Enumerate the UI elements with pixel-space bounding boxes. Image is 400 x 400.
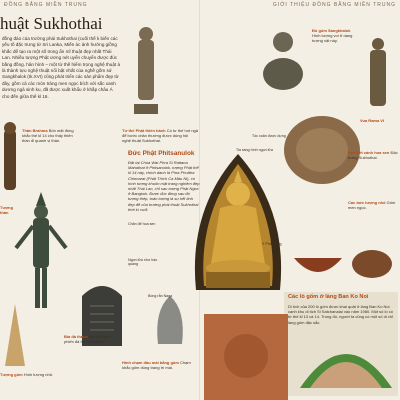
caption-lotus [348,150,400,160]
phitsanulok-text: Đặt tại Chùa Wat Phra Si Rattana Mahathat ở Phitsanulok, tượng Phật thế kỉ 14 này, chính danh là Phra Phuttha Chinnarat (Phật Thích Ca Mâu Ni), có hình tượng khuôn mặt trang nghiêm đẹp nhất Thái Lan, chỉ sau tượng Phật Ngọc ở Bangkok. Được đúc đồng sau đó tượng thép, toàn tượng là sự kết tinh đẹp đẽ của trường phái thuật Sukhothai thời kì cuối. [128,160,200,212]
ceramic-bowl-image [290,234,346,282]
mythic-creature-image [150,290,190,346]
caption-stele-title: Bia đá thạch [64,334,88,339]
caption-small-fig [0,372,60,377]
elephant-ceramic-image [258,18,308,98]
label-robe: Y Phật vàng [262,242,282,246]
intro-paragraph: đồng đáo của trường phái Sukhothai (cuối thế k biến các yếu tố đặc trưng từ Sri Lanka, Miến ác ảnh hưởng giồng khắc để tạo ra một số trong ẩn mĩ thuật đẹp nhất Thái Lan. Nhiều tượng Phật ương nét uyển chuyển được đúc bằng đồng. hân hình – một từ thế hiểm trọng nghệ thuật à là thành tựu nghệ thuật nổi bật nhất của nghề gốm sứ Sangkhalok (tk.XVI) cũng phát triển các sản phẩm đẹp từ đây, gồm cả các món tráng men ngọc bích với sắc xanh dương ngả sinh ku, đã được xuất khẩu ở khắp châu Á cho đến giữa thế kỉ 16. [2,36,121,99]
label-bg: Ngọn lửa như hào quang [128,258,158,266]
label-naga: Bóng rắn Naga [148,294,173,298]
caption-standing [0,205,22,215]
caption-rama-title: Vua Rama VI [360,118,385,123]
caption-brahma [22,128,74,144]
caption-mythic-text: Chạm khắc gốm dùng trang trí mái. [122,360,191,371]
terracotta-relief-image [204,314,288,400]
caption-mythic-title: Hình chạm đầu mái bằng gốm [122,360,179,365]
small-figure-image [0,300,30,370]
header-right: GIỚI THIỆU ĐỒNG BẰNG MIỀN TRUNG [272,2,396,8]
caption-sangkhalok [312,28,360,44]
caption-brahma-text: Bốn mặt đồng khắc thế kỉ 14 cho thấy thiên thần đi quanh vị thần. [22,128,74,144]
caption-seated-title: Tứ thế Phật thiền hành [122,128,166,133]
walking-buddha-image [126,20,166,120]
caption-small-fig-text: Hình tượng nhỏ. [23,372,54,377]
caption-rama [360,118,400,123]
caption-sangkhalok-text: Hình tượng voi ở dạng tượng vật này. [312,33,353,44]
caption-lotus-title: Hoa tiết cánh hoa sen [348,150,390,155]
caption-stele [64,334,116,344]
caption-small-fig-title: Tượng gốm [0,372,23,377]
rama-figure-image [358,34,398,114]
caption-brahma-title: Thần Brahma [22,128,48,133]
page-title: huật Sukhothai [0,14,103,33]
caption-bowls-title: Các bức tượng nhỏ [348,200,386,205]
kiln-diagram-image [296,330,396,392]
caption-mythic [122,360,196,370]
phitsanulok-heading: Đức Phật Phitsanulok [128,150,195,157]
caption-seated-text: Có tư thế hơi ngả để bước chân thường được dùng hội nghệ thuật Sukhothai. [122,128,199,144]
caption-bowls-text: Gốm men ngọc. [348,200,396,211]
caption-stele-text: Bia đá thạch phiến đá từ Sukhothai. [64,334,112,345]
label-base: Chân đế hoa sen [128,222,156,226]
caption-lotus-text: Đặc trưng Sukhothai. [348,150,398,161]
label-flame: Tóc xoăn được dựng [252,134,286,138]
golden-buddha-image [186,150,290,298]
caption-standing-title: Tượng thần [0,205,14,216]
header-left: ĐỒNG BẰNG MIỀN TRUNG [4,2,88,8]
caption-sangkhalok-title: Đồ gốm Sangkhalok [312,28,351,33]
caption-seated [122,128,198,144]
label-halo: Tia sáng hình ngọn lửa [236,148,273,152]
kiln-heading: Các lò gốm ở làng Ban Ko Noi [288,294,369,300]
ceramic-pot-image [348,240,396,280]
kiln-text: Di tích của 200 lò gốm được khai quật ở làng Ban Ko Noi cạnh khu di tích Si Satchanalai vào năm 1980. Một số lò có từ thế kỉ 13 và 14. Trong đó, người ta cũng có một số di chỉ làng gốm đặc sắc. [288,304,393,325]
caption-bowls [348,200,400,210]
